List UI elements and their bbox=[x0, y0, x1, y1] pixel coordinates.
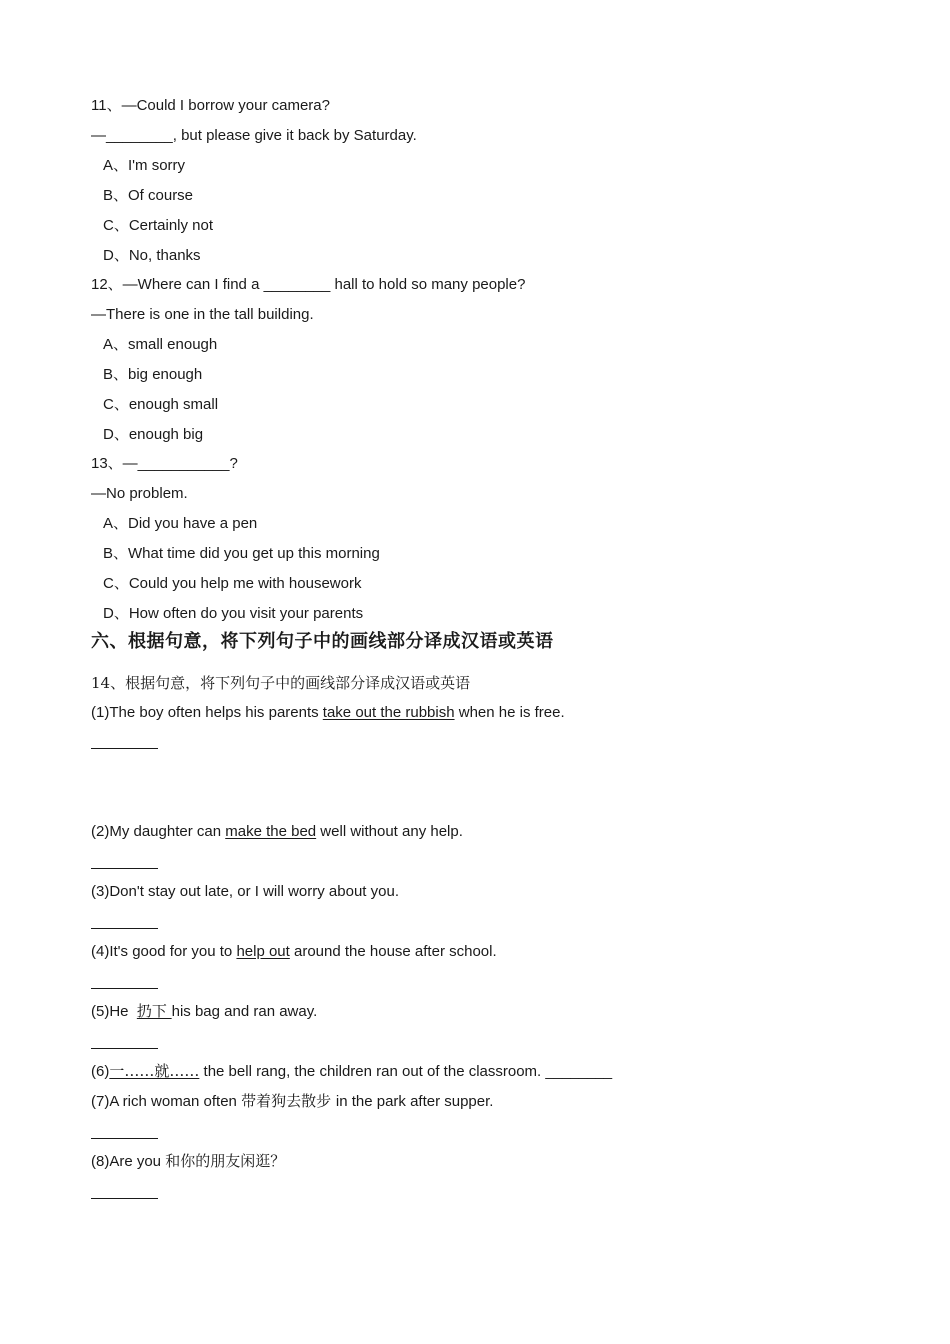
item-text: (2)My daughter can bbox=[91, 823, 226, 840]
q13-option-c[interactable]: C、Could you help me with housework bbox=[103, 575, 362, 592]
answer-blank-1[interactable] bbox=[91, 748, 158, 749]
item-text: the bell rang, the children ran out of the classroom. ________ bbox=[199, 1063, 613, 1080]
item-text: (3)Don't stay out late, or I will worry about you. bbox=[91, 883, 399, 900]
q12-reply: —There is one in the tall building. bbox=[91, 306, 314, 323]
q11-reply: —________, but please give it back by Saturday. bbox=[91, 127, 417, 144]
translation-item-6 bbox=[91, 1061, 612, 1082]
answer-blank-2[interactable] bbox=[91, 868, 158, 869]
q12-option-d[interactable]: D、enough big bbox=[103, 426, 204, 443]
section-heading: 六、根据句意，将下列句子中的画线部分译成汉语或英语 bbox=[91, 631, 554, 652]
translation-item-7 bbox=[91, 1091, 493, 1112]
item-text: (6) bbox=[91, 1063, 110, 1080]
q13-reply: —No problem. bbox=[91, 485, 188, 502]
item-text: around the house after school. bbox=[289, 943, 497, 960]
target-phrase: 和你的朋友闲逛？ bbox=[165, 1152, 286, 1170]
item-text: when he is free. bbox=[454, 704, 565, 721]
q13-stem: 13、—___________? bbox=[91, 455, 238, 472]
underlined-phrase: 一……就…… bbox=[109, 1062, 200, 1080]
item-text: (4)It's good for you to bbox=[91, 943, 237, 960]
translation-item-1 bbox=[91, 703, 565, 723]
translation-item-2 bbox=[91, 822, 463, 842]
q12-stem: 12、—Where can I find a ________ hall to hold so many people? bbox=[91, 276, 526, 293]
q13-option-d[interactable]: D、How often do you visit your parents bbox=[103, 605, 364, 622]
q11-stem: 11、—Could I borrow your camera? bbox=[91, 97, 330, 114]
answer-blank-7[interactable] bbox=[91, 1138, 158, 1139]
item-text: well without any help. bbox=[316, 823, 463, 840]
answer-blank-8[interactable] bbox=[91, 1198, 158, 1199]
target-phrase: 带着狗去散步 bbox=[241, 1092, 336, 1110]
q11-option-d[interactable]: D、No, thanks bbox=[103, 247, 201, 264]
item-text: (5)He bbox=[91, 1003, 137, 1020]
q11-option-a[interactable]: A、I'm sorry bbox=[103, 157, 186, 174]
item-text: (8)Are you bbox=[91, 1153, 166, 1170]
answer-blank-3[interactable] bbox=[91, 928, 158, 929]
q12-option-a[interactable]: A、small enough bbox=[103, 336, 218, 353]
underlined-phrase: make the bed bbox=[225, 823, 317, 840]
q13-option-a[interactable]: A、Did you have a pen bbox=[103, 515, 258, 532]
item-text: his bag and ran away. bbox=[171, 1003, 318, 1020]
translation-item-8 bbox=[91, 1151, 285, 1172]
item-text: (7)A rich woman often bbox=[91, 1093, 242, 1110]
q12-option-b[interactable]: B、big enough bbox=[103, 366, 203, 383]
q14-stem: 14、根据句意，将下列句子中的画线部分译成汉语或英语 bbox=[91, 674, 471, 692]
underlined-phrase: help out bbox=[236, 943, 290, 960]
answer-blank-4[interactable] bbox=[91, 988, 158, 989]
translation-item-5 bbox=[91, 1001, 317, 1022]
translation-item-3 bbox=[91, 882, 399, 902]
answer-blank-5[interactable] bbox=[91, 1048, 158, 1049]
underlined-phrase: take out the rubbish bbox=[322, 704, 455, 721]
item-text: in the park after supper. bbox=[335, 1093, 494, 1110]
q11-option-c[interactable]: C、Certainly not bbox=[103, 217, 214, 234]
translation-item-4 bbox=[91, 942, 497, 962]
item-text: (1)The boy often helps his parents bbox=[91, 704, 323, 721]
q13-option-b[interactable]: B、What time did you get up this morning bbox=[103, 545, 380, 562]
q11-option-b[interactable]: B、Of course bbox=[103, 187, 194, 204]
q12-option-c[interactable]: C、enough small bbox=[103, 396, 219, 413]
underlined-phrase: 扔下 bbox=[136, 1002, 172, 1020]
